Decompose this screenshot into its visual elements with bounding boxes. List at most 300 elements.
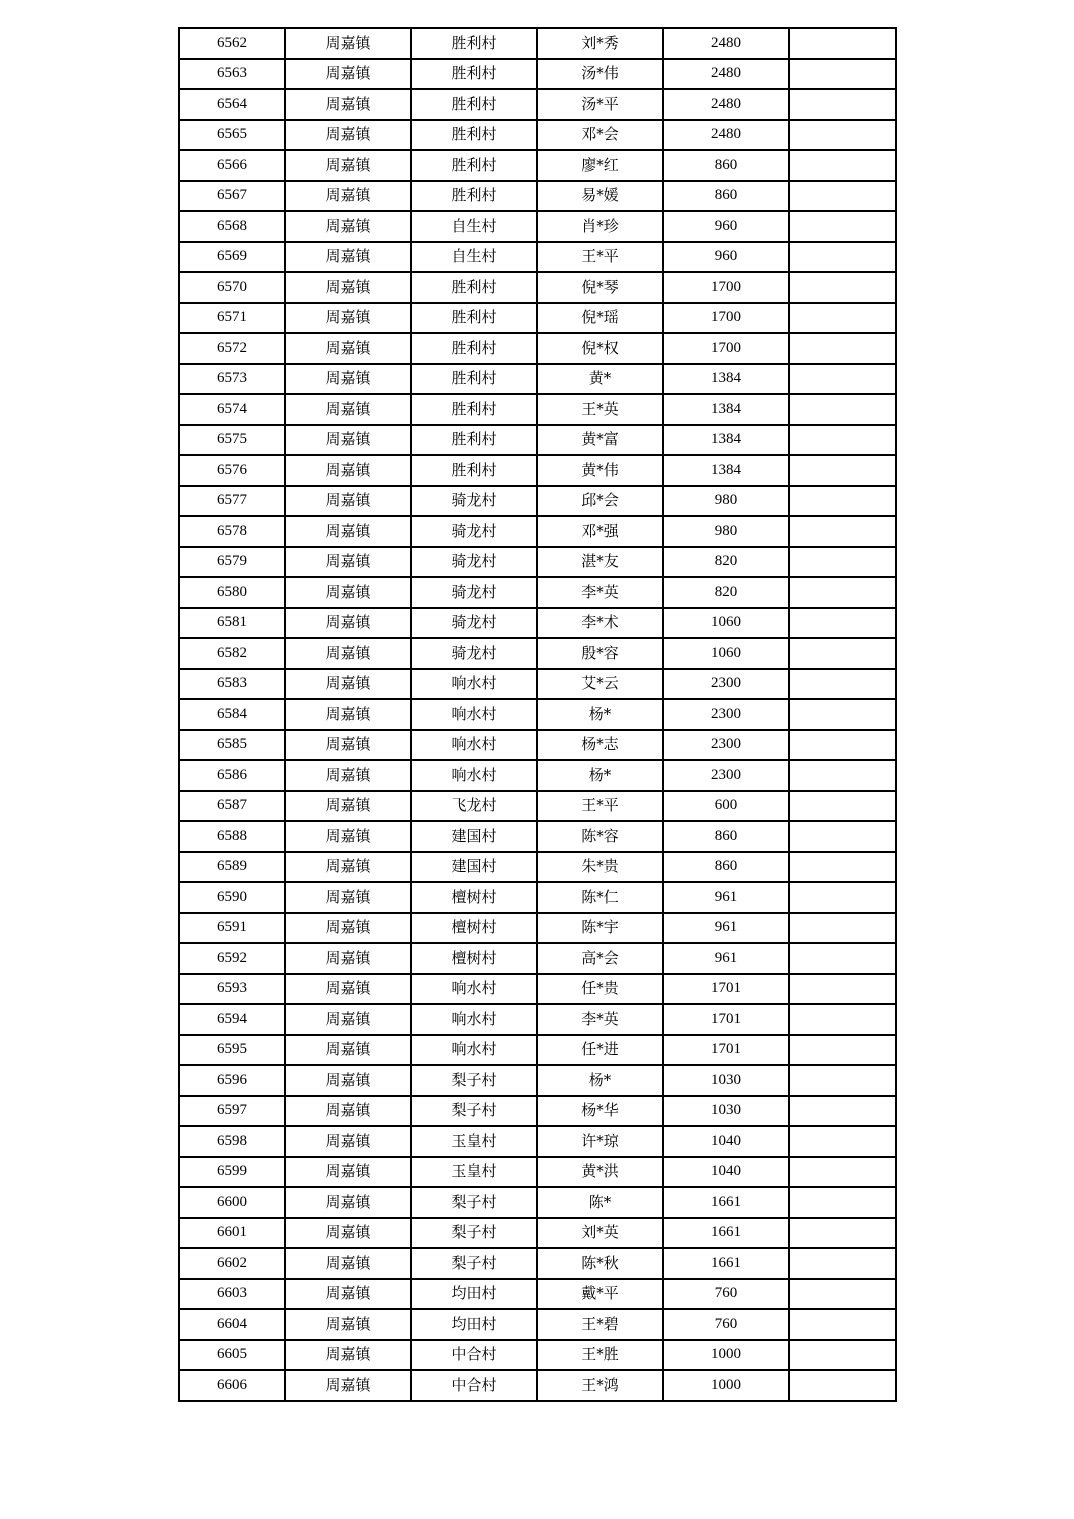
table-row [179,669,896,700]
table-row [179,425,896,456]
cell-number: 6589 [179,852,285,883]
cell-name: 王*碧 [537,1309,663,1340]
cell-note [789,516,896,547]
cell-town: 周嘉镇 [285,882,411,913]
cell-town: 周嘉镇 [285,608,411,639]
cell-town: 周嘉镇 [285,28,411,59]
table-row [179,577,896,608]
cell-name: 杨* [537,760,663,791]
cell-note [789,1279,896,1310]
table-row [179,547,896,578]
cell-name: 倪*琴 [537,272,663,303]
cell-amount: 980 [663,486,789,517]
cell-number: 6565 [179,120,285,151]
table-row [179,1065,896,1096]
cell-note [789,28,896,59]
cell-amount: 961 [663,882,789,913]
cell-number: 6580 [179,577,285,608]
cell-note [789,1340,896,1371]
cell-number: 6564 [179,89,285,120]
table-row [179,89,896,120]
cell-number: 6588 [179,821,285,852]
cell-name: 黄* [537,364,663,395]
cell-town: 周嘉镇 [285,1309,411,1340]
cell-village: 骑龙村 [411,638,537,669]
cell-village: 中合村 [411,1340,537,1371]
cell-town: 周嘉镇 [285,486,411,517]
cell-town: 周嘉镇 [285,150,411,181]
cell-town: 周嘉镇 [285,1340,411,1371]
table-row [179,608,896,639]
cell-town: 周嘉镇 [285,1004,411,1035]
table-row [179,1096,896,1127]
cell-amount: 1030 [663,1096,789,1127]
cell-amount: 1661 [663,1187,789,1218]
cell-name: 邱*会 [537,486,663,517]
cell-amount: 1661 [663,1218,789,1249]
cell-amount: 2480 [663,59,789,90]
table-row [179,974,896,1005]
cell-note [789,59,896,90]
cell-name: 王*平 [537,791,663,822]
cell-village: 胜利村 [411,303,537,334]
cell-town: 周嘉镇 [285,1126,411,1157]
cell-name: 黄*富 [537,425,663,456]
cell-note [789,1370,896,1401]
table-row [179,28,896,59]
cell-village: 胜利村 [411,333,537,364]
cell-village: 胜利村 [411,28,537,59]
cell-name: 湛*友 [537,547,663,578]
cell-note [789,181,896,212]
table-row [179,303,896,334]
cell-amount: 961 [663,913,789,944]
cell-town: 周嘉镇 [285,211,411,242]
cell-name: 汤*平 [537,89,663,120]
cell-town: 周嘉镇 [285,59,411,90]
cell-village: 响水村 [411,974,537,1005]
cell-town: 周嘉镇 [285,516,411,547]
cell-note [789,821,896,852]
cell-village: 玉皇村 [411,1126,537,1157]
cell-name: 艾*云 [537,669,663,700]
cell-number: 6591 [179,913,285,944]
cell-name: 刘*英 [537,1218,663,1249]
cell-town: 周嘉镇 [285,1065,411,1096]
table-row [179,1004,896,1035]
cell-village: 骑龙村 [411,577,537,608]
cell-note [789,1218,896,1249]
cell-note [789,669,896,700]
cell-note [789,303,896,334]
cell-note [789,89,896,120]
table-row [179,455,896,486]
cell-number: 6598 [179,1126,285,1157]
cell-note [789,730,896,761]
cell-name: 许*琼 [537,1126,663,1157]
cell-village: 骑龙村 [411,608,537,639]
cell-note [789,150,896,181]
cell-amount: 1700 [663,272,789,303]
table-row [179,638,896,669]
cell-amount: 1030 [663,1065,789,1096]
cell-village: 自生村 [411,242,537,273]
cell-town: 周嘉镇 [285,852,411,883]
table-row [179,882,896,913]
cell-village: 骑龙村 [411,516,537,547]
cell-village: 檀树村 [411,943,537,974]
cell-name: 汤*伟 [537,59,663,90]
cell-number: 6584 [179,699,285,730]
cell-name: 倪*权 [537,333,663,364]
cell-note [789,943,896,974]
cell-village: 建国村 [411,821,537,852]
cell-town: 周嘉镇 [285,821,411,852]
cell-note [789,1157,896,1188]
cell-name: 邓*强 [537,516,663,547]
cell-village: 建国村 [411,852,537,883]
cell-name: 任*贵 [537,974,663,1005]
cell-town: 周嘉镇 [285,791,411,822]
cell-number: 6570 [179,272,285,303]
cell-number: 6585 [179,730,285,761]
cell-name: 黄*洪 [537,1157,663,1188]
cell-amount: 1384 [663,364,789,395]
table-row [179,364,896,395]
cell-number: 6576 [179,455,285,486]
cell-town: 周嘉镇 [285,425,411,456]
cell-village: 骑龙村 [411,547,537,578]
cell-note [789,577,896,608]
table-row [179,516,896,547]
cell-note [789,699,896,730]
cell-number: 6602 [179,1248,285,1279]
cell-number: 6606 [179,1370,285,1401]
cell-note [789,272,896,303]
cell-name: 高*会 [537,943,663,974]
table-row [179,1218,896,1249]
cell-town: 周嘉镇 [285,1248,411,1279]
cell-note [789,425,896,456]
data-table [178,27,897,1402]
cell-town: 周嘉镇 [285,1187,411,1218]
cell-town: 周嘉镇 [285,699,411,730]
table-row [179,59,896,90]
cell-number: 6586 [179,760,285,791]
cell-number: 6568 [179,211,285,242]
cell-amount: 1700 [663,303,789,334]
table-body [179,28,896,1401]
cell-village: 响水村 [411,1004,537,1035]
cell-number: 6562 [179,28,285,59]
table-row [179,730,896,761]
cell-village: 胜利村 [411,89,537,120]
cell-amount: 1701 [663,1004,789,1035]
cell-note [789,1187,896,1218]
cell-village: 胜利村 [411,59,537,90]
cell-name: 杨*志 [537,730,663,761]
cell-number: 6599 [179,1157,285,1188]
table-row [179,181,896,212]
cell-number: 6597 [179,1096,285,1127]
cell-village: 响水村 [411,699,537,730]
table-row [179,150,896,181]
cell-number: 6604 [179,1309,285,1340]
cell-amount: 2300 [663,669,789,700]
cell-town: 周嘉镇 [285,1035,411,1066]
cell-town: 周嘉镇 [285,913,411,944]
cell-number: 6577 [179,486,285,517]
cell-amount: 1060 [663,638,789,669]
cell-town: 周嘉镇 [285,1157,411,1188]
cell-town: 周嘉镇 [285,394,411,425]
cell-village: 自生村 [411,211,537,242]
cell-number: 6579 [179,547,285,578]
cell-note [789,211,896,242]
cell-town: 周嘉镇 [285,669,411,700]
cell-town: 周嘉镇 [285,181,411,212]
cell-note [789,852,896,883]
cell-number: 6571 [179,303,285,334]
cell-amount: 1661 [663,1248,789,1279]
cell-note [789,394,896,425]
cell-name: 王*平 [537,242,663,273]
cell-village: 檀树村 [411,913,537,944]
cell-amount: 860 [663,181,789,212]
cell-number: 6605 [179,1340,285,1371]
cell-note [789,1065,896,1096]
table-row [179,699,896,730]
cell-note [789,120,896,151]
cell-name: 黄*伟 [537,455,663,486]
cell-amount: 2300 [663,699,789,730]
cell-name: 陈*容 [537,821,663,852]
cell-number: 6581 [179,608,285,639]
cell-number: 6590 [179,882,285,913]
cell-village: 骑龙村 [411,486,537,517]
cell-number: 6567 [179,181,285,212]
cell-name: 邓*会 [537,120,663,151]
cell-amount: 2480 [663,120,789,151]
cell-note [789,608,896,639]
cell-town: 周嘉镇 [285,547,411,578]
cell-amount: 1060 [663,608,789,639]
cell-note [789,791,896,822]
cell-number: 6569 [179,242,285,273]
cell-amount: 820 [663,547,789,578]
cell-amount: 600 [663,791,789,822]
cell-village: 胜利村 [411,364,537,395]
table-row [179,1187,896,1218]
cell-name: 任*进 [537,1035,663,1066]
cell-number: 6575 [179,425,285,456]
cell-note [789,882,896,913]
cell-name: 杨* [537,699,663,730]
cell-town: 周嘉镇 [285,455,411,486]
table-row [179,1157,896,1188]
cell-name: 陈*秋 [537,1248,663,1279]
cell-amount: 860 [663,852,789,883]
cell-town: 周嘉镇 [285,577,411,608]
cell-note [789,1309,896,1340]
cell-name: 陈*仁 [537,882,663,913]
cell-village: 胜利村 [411,272,537,303]
cell-village: 中合村 [411,1370,537,1401]
cell-amount: 860 [663,150,789,181]
cell-amount: 1701 [663,1035,789,1066]
table-row [179,760,896,791]
cell-town: 周嘉镇 [285,1218,411,1249]
cell-note [789,364,896,395]
cell-village: 梨子村 [411,1065,537,1096]
cell-town: 周嘉镇 [285,1279,411,1310]
cell-amount: 860 [663,821,789,852]
cell-note [789,455,896,486]
cell-name: 杨* [537,1065,663,1096]
cell-name: 李*英 [537,577,663,608]
cell-amount: 760 [663,1279,789,1310]
cell-amount: 960 [663,242,789,273]
table-row [179,394,896,425]
table-row [179,1126,896,1157]
cell-village: 胜利村 [411,425,537,456]
cell-number: 6593 [179,974,285,1005]
cell-village: 响水村 [411,669,537,700]
cell-amount: 1000 [663,1340,789,1371]
table-row [179,242,896,273]
table-row [179,943,896,974]
cell-name: 陈*宇 [537,913,663,944]
cell-village: 均田村 [411,1309,537,1340]
table-row [179,913,896,944]
cell-number: 6566 [179,150,285,181]
cell-town: 周嘉镇 [285,120,411,151]
cell-town: 周嘉镇 [285,364,411,395]
cell-village: 胜利村 [411,394,537,425]
cell-village: 均田村 [411,1279,537,1310]
cell-name: 朱*贵 [537,852,663,883]
cell-note [789,1126,896,1157]
cell-name: 易*媛 [537,181,663,212]
cell-amount: 2480 [663,89,789,120]
cell-number: 6601 [179,1218,285,1249]
cell-town: 周嘉镇 [285,943,411,974]
cell-village: 胜利村 [411,150,537,181]
cell-note [789,974,896,1005]
cell-note [789,486,896,517]
cell-town: 周嘉镇 [285,89,411,120]
cell-number: 6573 [179,364,285,395]
table-row [179,1248,896,1279]
cell-name: 王*英 [537,394,663,425]
cell-name: 倪*瑶 [537,303,663,334]
cell-amount: 2300 [663,730,789,761]
cell-name: 廖*红 [537,150,663,181]
cell-amount: 1700 [663,333,789,364]
cell-amount: 1384 [663,394,789,425]
table-row [179,1035,896,1066]
cell-name: 杨*华 [537,1096,663,1127]
cell-name: 刘*秀 [537,28,663,59]
cell-amount: 1384 [663,455,789,486]
cell-note [789,547,896,578]
cell-name: 王*鸿 [537,1370,663,1401]
cell-village: 胜利村 [411,455,537,486]
cell-number: 6563 [179,59,285,90]
cell-note [789,1035,896,1066]
cell-amount: 960 [663,211,789,242]
cell-note [789,333,896,364]
cell-name: 陈* [537,1187,663,1218]
cell-amount: 1040 [663,1157,789,1188]
cell-town: 周嘉镇 [285,303,411,334]
table-row [179,272,896,303]
cell-village: 胜利村 [411,120,537,151]
table-row [179,1370,896,1401]
cell-number: 6583 [179,669,285,700]
cell-number: 6595 [179,1035,285,1066]
cell-amount: 1384 [663,425,789,456]
table-row [179,120,896,151]
cell-note [789,1004,896,1035]
cell-town: 周嘉镇 [285,242,411,273]
cell-village: 檀树村 [411,882,537,913]
cell-village: 响水村 [411,1035,537,1066]
cell-number: 6582 [179,638,285,669]
cell-amount: 980 [663,516,789,547]
cell-amount: 760 [663,1309,789,1340]
cell-village: 胜利村 [411,181,537,212]
table-row [179,211,896,242]
cell-note [789,638,896,669]
cell-number: 6587 [179,791,285,822]
cell-number: 6594 [179,1004,285,1035]
cell-town: 周嘉镇 [285,974,411,1005]
cell-town: 周嘉镇 [285,760,411,791]
cell-amount: 1701 [663,974,789,1005]
cell-amount: 1000 [663,1370,789,1401]
cell-name: 戴*平 [537,1279,663,1310]
table-row [179,791,896,822]
cell-number: 6572 [179,333,285,364]
cell-village: 梨子村 [411,1096,537,1127]
cell-number: 6592 [179,943,285,974]
table-row [179,1279,896,1310]
cell-village: 梨子村 [411,1218,537,1249]
cell-village: 梨子村 [411,1187,537,1218]
cell-number: 6574 [179,394,285,425]
cell-town: 周嘉镇 [285,272,411,303]
cell-note [789,242,896,273]
cell-name: 李*术 [537,608,663,639]
cell-amount: 961 [663,943,789,974]
cell-number: 6600 [179,1187,285,1218]
table-row [179,333,896,364]
cell-town: 周嘉镇 [285,730,411,761]
cell-amount: 820 [663,577,789,608]
cell-village: 响水村 [411,760,537,791]
cell-amount: 1040 [663,1126,789,1157]
cell-name: 殷*容 [537,638,663,669]
cell-number: 6603 [179,1279,285,1310]
cell-note [789,1248,896,1279]
cell-village: 响水村 [411,730,537,761]
cell-note [789,1096,896,1127]
table-row [179,486,896,517]
cell-number: 6578 [179,516,285,547]
cell-village: 飞龙村 [411,791,537,822]
cell-amount: 2480 [663,28,789,59]
